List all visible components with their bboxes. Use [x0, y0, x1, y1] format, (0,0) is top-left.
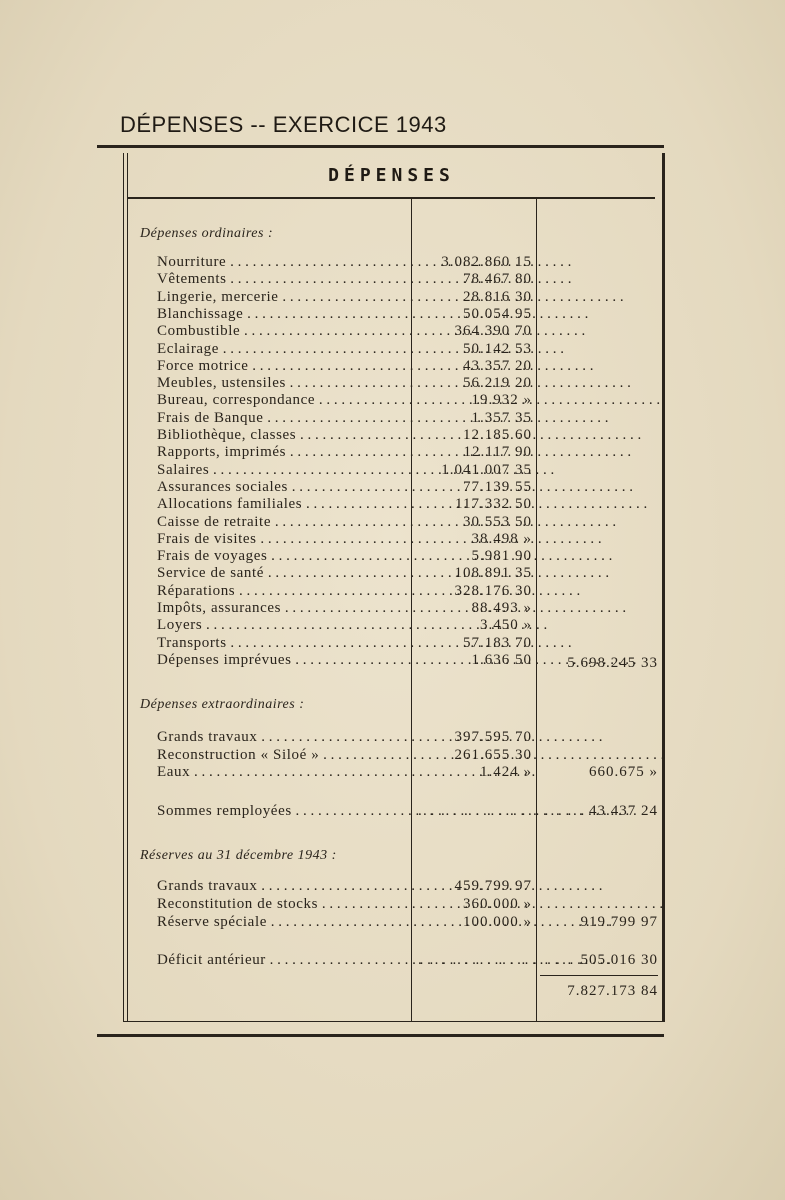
row-label: Blanchissage . . . [157, 306, 405, 323]
row-amount: 117.332 50 [455, 496, 532, 513]
row-label: Transports . . . [157, 635, 405, 652]
table-title-box [128, 155, 655, 199]
row-label: Vêtements . . . [157, 271, 405, 288]
row-label: Eaux . . . [157, 764, 405, 781]
row-amount: 459.799 97 [454, 878, 532, 894]
section-heading-reserves: Réserves au 31 décembre 1943 : [140, 848, 337, 863]
section-heading-ordinary: Dépenses ordinaires : [140, 226, 274, 241]
table-row [0, 878, 785, 895]
section-heading-extraordinary: Dépenses extraordinaires : [140, 697, 305, 712]
sommes-dots: . . . . . . . . . . . . . . . [418, 803, 585, 819]
row-amount: 1.636 50 [471, 651, 532, 668]
table-row [0, 747, 785, 764]
row-label: Réparations . . . [157, 583, 405, 600]
row-amount: 3.450 » [480, 617, 532, 634]
row-amount: 77.139 55 [463, 478, 532, 495]
row-label: Frais de voyages . . . [157, 548, 405, 565]
deficit-row [0, 952, 785, 969]
row-label: Dépenses imprévues . . . [157, 652, 405, 669]
sommes-label: Sommes remployées . . . [157, 803, 405, 820]
row-label: Caisse de retraite . . . [157, 514, 405, 531]
row-amount: 30.553 50 [463, 513, 532, 530]
sommes-amount: 43.437 24 [589, 803, 658, 819]
table-row [0, 548, 785, 565]
table-row [0, 514, 785, 531]
row-label: Grands travaux . . . [157, 729, 405, 746]
row-amount: 397.595 70 [454, 729, 532, 745]
row-amount: 56.219 20 [463, 375, 532, 392]
table-row [0, 444, 785, 461]
row-label: Reconstitution de stocks . . . [157, 896, 405, 913]
row-amount: 19.932 » [471, 392, 532, 409]
row-amount: 1.041.007 35 [441, 461, 532, 478]
table-row [0, 358, 785, 375]
row-label: Loyers . . . [157, 617, 405, 634]
table-row [0, 323, 785, 340]
row-label: Impôts, assurances . . . [157, 600, 405, 617]
row-label: Bureau, correspondance . . . [157, 392, 405, 409]
table-row [0, 462, 785, 479]
table-row [0, 729, 785, 746]
deficit-label: Déficit antérieur . . . [157, 952, 405, 969]
row-label: Assurances sociales . . . [157, 479, 405, 496]
table-row [0, 392, 785, 409]
row-amount: 1.357 35 [471, 409, 532, 426]
row-amount: 1.424 » [480, 764, 532, 780]
table-row [0, 427, 785, 444]
row-label: Frais de visites . . . [157, 531, 405, 548]
row-label: Lingerie, mercerie . . . [157, 289, 405, 306]
row-amount: 28.816 30 [463, 288, 532, 305]
row-label: Bibliothèque, classes . . . [157, 427, 405, 444]
row-label: Rapports, imprimés . . . [157, 444, 405, 461]
grand-total: 7.827.173 84 [567, 983, 658, 999]
table-row [0, 635, 785, 652]
row-amount: 3.082.860 15 [441, 254, 532, 270]
table-row [0, 306, 785, 323]
table-row [0, 531, 785, 548]
row-amount: 88.493 » [471, 600, 532, 616]
row-label: Frais de Banque . . . [157, 410, 405, 427]
grand-total-row [0, 983, 785, 1000]
row-amount: 12.117 90 [463, 444, 532, 461]
extraordinary-subtotal-row [0, 764, 785, 781]
row-amount: 12.185 60 [463, 427, 532, 443]
total-rule [540, 975, 658, 976]
row-label: Grands travaux . . . [157, 878, 405, 895]
row-label: Service de santé . . . [157, 565, 405, 582]
row-amount: 261.655 30 [454, 746, 532, 763]
table-row [0, 479, 785, 496]
sommes-row [0, 803, 785, 820]
row-amount: 43.357 20 [463, 357, 532, 374]
row-label: Eclairage . . . [157, 341, 405, 358]
table-row [0, 254, 785, 271]
row-amount: 50.142 53 [463, 340, 532, 357]
row-label: Allocations familiales . . . [157, 496, 405, 513]
reserves-subtotal: 919.799 97 [580, 914, 658, 930]
row-amount: 328.176 30 [454, 582, 532, 599]
table-row [0, 496, 785, 513]
table-row [0, 565, 785, 582]
table-row [0, 271, 785, 288]
reserves-subtotal-row [0, 914, 785, 931]
row-label: Reconstruction « Siloé » . . . [157, 747, 405, 764]
ordinary-subtotal: 5.698.245 33 [567, 655, 658, 671]
deficit-amount: 505.016 30 [580, 952, 658, 968]
table-row [0, 341, 785, 358]
page-title: DÉPENSES -- EXERCICE 1943 [120, 112, 447, 137]
table-row [0, 896, 785, 913]
deficit-dots: . . . . . . . . . . . . . . . [418, 952, 585, 968]
table-row [0, 375, 785, 392]
row-label: Force motrice . . . [157, 358, 405, 375]
row-amount: 360.000 » [463, 896, 532, 912]
row-label: Meubles, ustensiles . . . [157, 375, 405, 392]
table-title: DÉPENSES [328, 165, 455, 186]
ordinary-subtotal-row [0, 655, 785, 672]
row-amount: 50.054 95 [463, 305, 532, 322]
row-amount: 108.891 35 [454, 565, 532, 582]
row-label: Nourriture . . . [157, 254, 405, 271]
row-amount: 78.467 80 [463, 271, 532, 288]
row-amount: 38.498 » [471, 530, 532, 547]
row-amount: 364.390 70 [454, 323, 532, 340]
table-row [0, 617, 785, 634]
table-row [0, 410, 785, 427]
row-label: Salaires . . . [157, 462, 405, 479]
table-row [0, 583, 785, 600]
extraordinary-subtotal: 660.675 » [589, 764, 658, 780]
table-row [0, 289, 785, 306]
row-label: Combustible . . . [157, 323, 405, 340]
table-row [0, 600, 785, 617]
row-amount: 100.000 » [463, 914, 532, 930]
row-amount: 5.981 90 [471, 548, 532, 565]
row-label: Réserve spéciale . . . [157, 914, 405, 931]
row-amount: 57.183 70 [463, 634, 532, 651]
